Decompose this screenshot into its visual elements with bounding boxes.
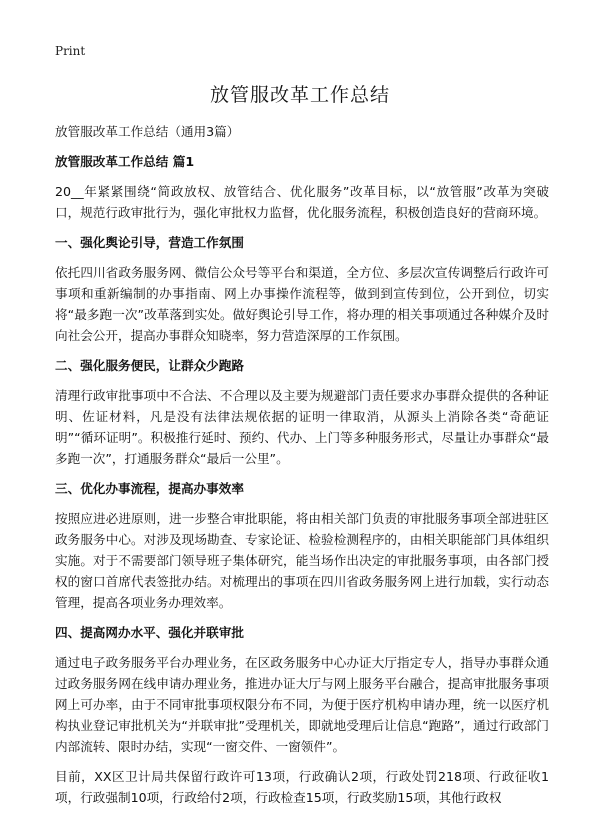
section-body-3: 按照应进必进原则，进一步整合审批职能，将由相关部门负责的审批服务事项全部进驻区政务服务中心。对涉及现场勘查、专家论证、检验检测程序的，由相关职能部门具体组织实施。对于不需要部门领导班子集体研究，能当场作出决定的审批服务事项，由各部门授权的窗口首席代表签批办结。对梳理出的事项在四川省政务服务网上进行加载，实行动态管理，提高各项业务办理效率。	[55, 511, 549, 610]
document-body	[55, 121, 549, 817]
section-heading-1: 一、强化舆论引导，营造工作氛围	[55, 235, 244, 250]
section-body-1: 依托四川省政务服务网、微信公众号等平台和渠道，全方位、多层次宣传调整后行政许可事项和重新编制的办事指南、网上办事操作流程等，做到到宣传到位，公开到位，切实将“最多跑一次”改革落到实处。做好舆论引导工作，将办理的相关事项通过各种媒介及时向社会公开，提高办事群众知晓率，努力营造深厚的工作氛围。	[55, 265, 549, 343]
section-body-4: 通过电子政务服务平台办理业务，在区政务服务中心办证大厅指定专人，指导办事群众通过政务服务网在线申请办理业务，推进办证大厅与网上服务平台融合，提高审批服务事项网上可办率，由于不同审批事项权限分布不同，为便于医疗机构申请办理，统一以医疗机构执业登记审批机关为“并联审批”受理机关，即就地受理后让信息“跑路”，通过行政部门内部流转、限时办结，实现“一窗交件、一窗领件”。	[55, 655, 549, 754]
intro-paragraph: 20__年紧紧围绕“简政放权、放管结合、优化服务”改革目标，以“放管服”改革为突破口，规范行政审批行为，强化审批权力监督，优化服务流程，积极创造良好的营商环境。	[55, 184, 549, 220]
print-link[interactable]: Print	[55, 44, 86, 58]
page-title: 放管服改革工作总结	[209, 84, 390, 106]
closing-paragraph: 目前，XX区卫计局共保留行政许可13项，行政确认2项，行政处罚218项、行政征收1项，行政强制10项，行政给付2项，行政检查15项，行政奖励15项，其他行政权	[55, 769, 549, 805]
section-heading-2: 二、强化服务便民，让群众少跑路	[55, 358, 244, 373]
section-heading-3: 三、优化办事流程，提高办事效率	[55, 481, 244, 496]
section-heading-4: 四、提高网办水平、强化并联审批	[55, 625, 244, 640]
document-subtitle: 放管服改革工作总结（通用3篇）	[55, 124, 240, 139]
section-body-2: 清理行政审批事项中不合法、不合理以及主要为规避部门责任要求办事群众提供的各种证明、佐证材料，凡是没有法律法规依据的证明一律取消，从源头上消除各类“奇葩证明”“循环证明”。积极推行延时、预约、代办、上门等多种服务形式，尽量让办事群众“最多跑一次”，打通服务群众“最后一公里”。	[55, 388, 549, 466]
chapter-heading: 放管服改革工作总结 篇1	[55, 154, 195, 169]
